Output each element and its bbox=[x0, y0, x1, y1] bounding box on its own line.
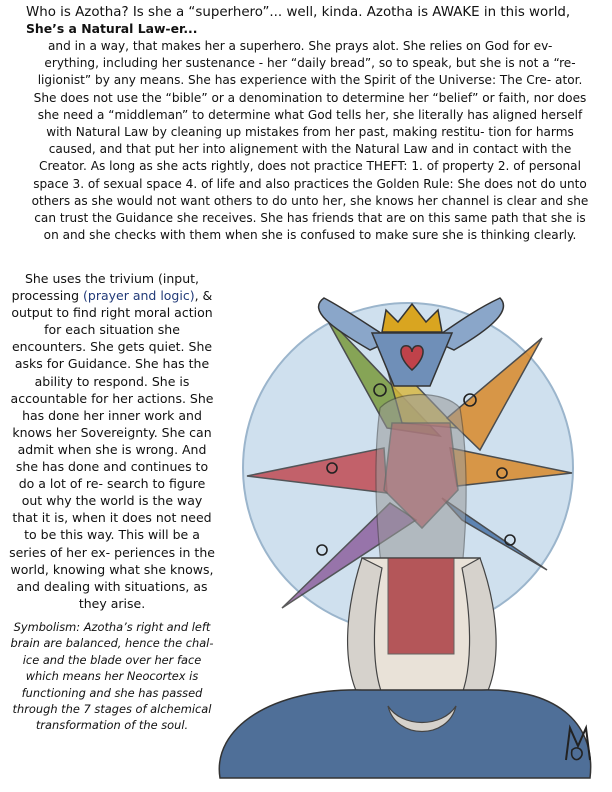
main-paragraph bbox=[30, 38, 590, 244]
intro-question: Who is Azotha? Is she a “superhero”... well, kinda. Azotha is AWAKE in this world, bbox=[26, 5, 571, 20]
prayer-logic-highlight: (prayer and logic) bbox=[83, 288, 195, 304]
trivium-text-start: She uses the trivium (input, processing bbox=[11, 271, 200, 304]
red-top bbox=[388, 558, 454, 654]
intro-subtitle: She’s a Natural Law-er... bbox=[26, 21, 198, 36]
trivium-paragraph bbox=[8, 270, 216, 612]
artist-signature-monogram bbox=[560, 720, 596, 768]
symbolism-caption: Symbolism: Azotha’s right and left brain are balanced, hence the chal- ice and the blade over her face which means her Neocortex is functioning and she has passed through the 7 stages of alchemical transformation of the soul. bbox=[10, 620, 214, 733]
azotha-illustration bbox=[212, 258, 596, 780]
main-paragraph-body: erything, including her sustenance - her “daily bread”, so to speak, but she is not a “re- ligionist” by any means. She has experience with the Spirit of the Universe: The Cre- ator. She does not use the “bible” or a denomination to determine her “belief” or faith, nor does she need a “middleman” to determine what God tells her, she literally has aligned herself with Natural Law by cleaning up mistakes from her past, making restitu- tion for harms caused, and that put her into alignement with the Natural Law and in contact with the Creator. As long as she acts rightly, does not practice THEFT: 1. of property 2. of personal space 3. of sexual space 4. of life and also practices the Golden Rule: She does not do unto others as she would not want others to do unto her, she knows her channel is clear and she can trust the Guidance she receives. She has friends that are on this same path that she is on and she checks with them when she is confused to make sure she is thinking clearly. bbox=[31, 56, 589, 243]
trivium-text-end: , & output to find right moral action for each situation she encounters. She gets quiet. She asks for Guidance. She has the ability to respond. She is accountable for her actions. She has done her inner work and knows her Sovereignty. She can admit when she is wrong. And she has done and continues to do a lot of re- search to figure out why the world is the way that it is, when it does not need to be this way. This will be a series of her ex- periences in the world, knowing what she knows, and dealing with situations, as they arise. bbox=[9, 288, 215, 611]
main-paragraph-first-line: and in a way, that makes her a superhero. She prays alot. She relies on God for ev- bbox=[48, 39, 553, 53]
skirt bbox=[219, 690, 590, 778]
